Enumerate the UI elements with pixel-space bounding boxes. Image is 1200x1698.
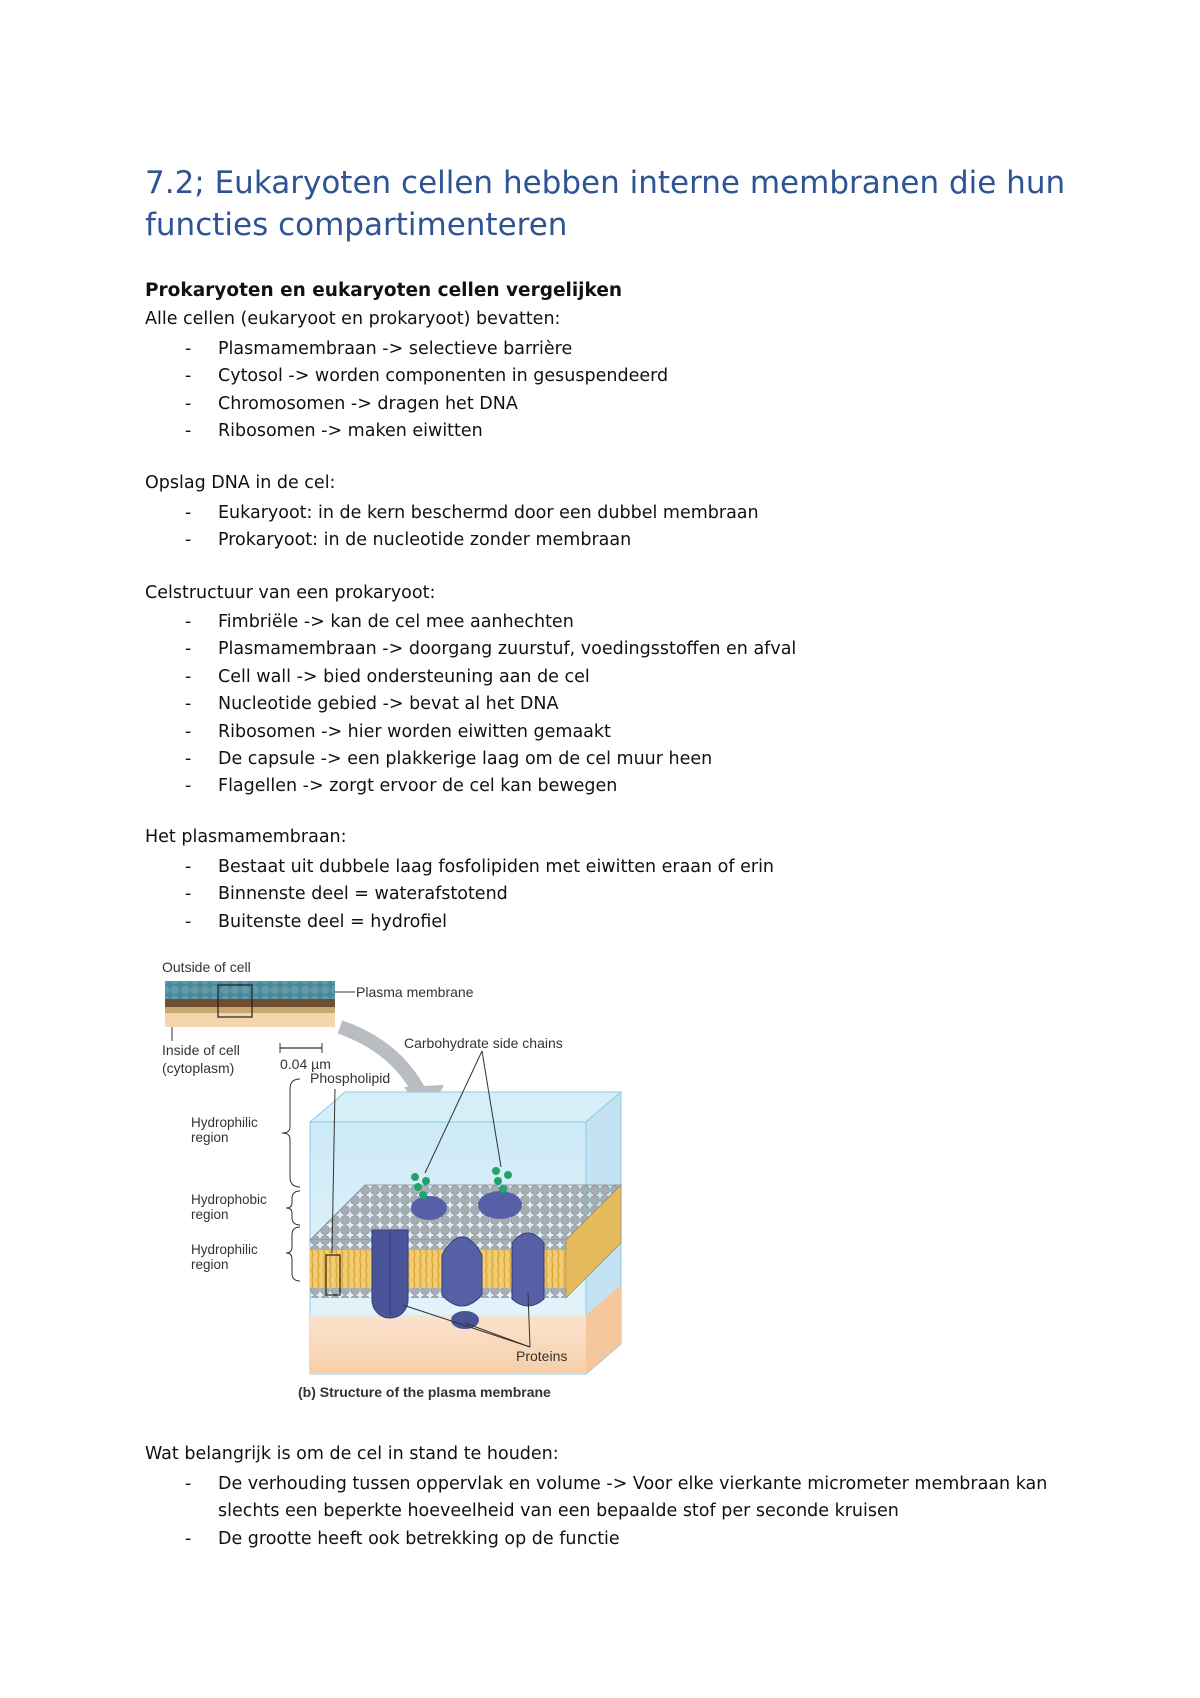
block-intro: Wat belangrijk is om de cel in stand te houden: (145, 1444, 559, 1464)
block-intro: Alle cellen (eukaryoot en prokaryoot) bevatten: (145, 309, 561, 329)
region-labels (191, 1079, 300, 1281)
list-item: - Chromosomen -> dragen het DNA (145, 391, 668, 418)
list-item: - Eukaryoot: in de kern beschermd door een dubbel membraan (145, 500, 759, 527)
bullet-list (145, 336, 668, 446)
membrane-block (310, 1035, 621, 1374)
cytoplasm-label: (cytoplasm) (162, 1060, 235, 1076)
bullet-list (145, 1471, 1098, 1553)
list-item: - Plasmamembraan -> doorgang zuurstuf, voedingsstoffen en afval (145, 636, 796, 663)
block-intro: Het plasmamembraan: (145, 827, 347, 847)
figure-caption: (b) Structure of the plasma membrane (298, 1384, 551, 1400)
list-item: - Buitenste deel = hydrofiel (145, 909, 774, 936)
list-item: - Ribosomen -> maken eiwitten (145, 418, 668, 445)
list-item: - De capsule -> een plakkerige laag om de cel muur heen (145, 746, 796, 773)
list-item: - De grootte heeft ook betrekking op de functie (145, 1526, 1098, 1553)
plasma-membrane-figure (160, 955, 660, 1415)
section-heading: Prokaryoten en eukaryoten cellen vergelijken (145, 280, 623, 301)
bullet-list (145, 609, 796, 801)
block-intro: Opslag DNA in de cel: (145, 473, 336, 493)
list-item: - Plasmamembraan -> selectieve barrière (145, 336, 668, 363)
list-item: - Cell wall -> bied ondersteuning aan de cel (145, 664, 796, 691)
phospholipid-label: Phospholipid (310, 1070, 391, 1086)
list-item: - De verhouding tussen oppervlak en volume -> Voor elke vierkante micrometer membraan kan slechts een beperkte hoeveelheid van een bepaalde stof per seconde kruisen (145, 1471, 1098, 1526)
scale-label: 0.04 µm (280, 1056, 331, 1072)
region-label: region (191, 1257, 229, 1272)
region-label: region (191, 1207, 229, 1222)
protein-shape (411, 1196, 447, 1220)
inside-of-cell-label: Inside of cell (162, 1042, 240, 1058)
protein-shape (442, 1237, 482, 1306)
proteins-label: Proteins (516, 1348, 568, 1364)
plasma-membrane-label: Plasma membrane (356, 984, 474, 1000)
list-item: - Ribosomen -> hier worden eiwitten gemaakt (145, 719, 796, 746)
list-item: - Fimbriële -> kan de cel mee aanhechten (145, 609, 796, 636)
hydrophilic-region-label: Hydrophilic (191, 1115, 258, 1130)
list-item: - Flagellen -> zorgt ervoor de cel kan bewegen (145, 773, 796, 800)
bullet-list (145, 854, 774, 936)
list-item: - Binnenste deel = waterafstotend (145, 881, 774, 908)
hydrophilic-region-label: Hydrophilic (191, 1242, 258, 1257)
block-intro: Celstructuur van een prokaryoot: (145, 583, 436, 603)
bullet-list (145, 500, 759, 555)
carbohydrate-label: Carbohydrate side chains (404, 1035, 563, 1051)
list-item: - Prokaryoot: in de nucleotide zonder membraan (145, 527, 759, 554)
page-title: 7.2; Eukaryoten cellen hebben interne membranen die hun functies compartimenteren (145, 165, 1066, 243)
hydrophobic-region-label: Hydrophobic (191, 1192, 267, 1207)
list-item: - Nucleotide gebied -> bevat al het DNA (145, 691, 796, 718)
list-item: - Cytosol -> worden componenten in gesuspendeerd (145, 363, 668, 390)
region-label: region (191, 1130, 229, 1145)
micrograph-strip (162, 959, 474, 1076)
protein-shape (478, 1191, 522, 1219)
outside-of-cell-label: Outside of cell (162, 959, 251, 975)
list-item: - Bestaat uit dubbele laag fosfolipiden met eiwitten eraan of erin (145, 854, 774, 881)
